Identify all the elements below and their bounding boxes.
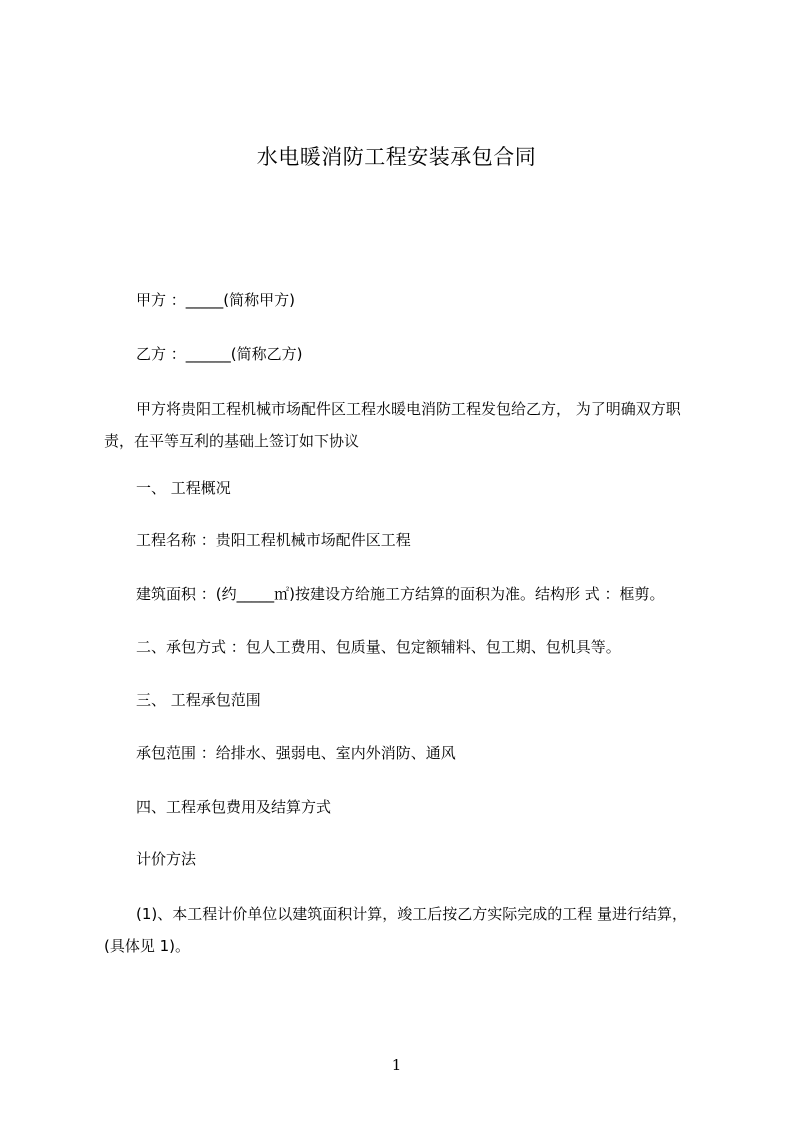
intro-paragraph: 甲方将贵阳工程机械市场配件区工程水暖电消防工程发包给乙方， 为了明确双方职责，在平等互利的基础上签订如下协议 <box>104 400 681 450</box>
document-title: 水电暖消防工程安装承包合同 <box>256 145 537 169</box>
party-b-line: 乙方 ：______(简称乙方) <box>136 345 303 363</box>
party-a-line: 甲方 ：_____(简称甲方) <box>136 291 295 309</box>
section-1-heading: 一、 工程概况 <box>136 479 231 497</box>
section-2-contract-mode: 二、承包方式 ：包人工费用、包质量、包定额辅料、包工期、包机具等。 <box>136 638 621 656</box>
pricing-method-line: 计价方法 <box>136 850 197 868</box>
section-4-heading: 四、工程承包费用及结算方式 <box>136 798 332 816</box>
scope-line: 承包范围 ：给排水、强弱电、室内外消防、通风 <box>136 744 456 762</box>
building-area-line: 建筑面积 ：(约_____㎡)按建设方给施工方结算的面积为准。结构形 式 ：框剪。 <box>136 585 665 603</box>
clause-1-paragraph: (1)、本工程计价单位以建筑面积计算，竣工后按乙方实际完成的工程 量进行结算，(具体见 1)。 <box>104 905 688 955</box>
page-number: 1 <box>391 1056 402 1074</box>
project-name-line: 工程名称 ：贵阳工程机械市场配件区工程 <box>136 531 411 549</box>
section-3-heading: 三、 工程承包范围 <box>136 691 261 709</box>
